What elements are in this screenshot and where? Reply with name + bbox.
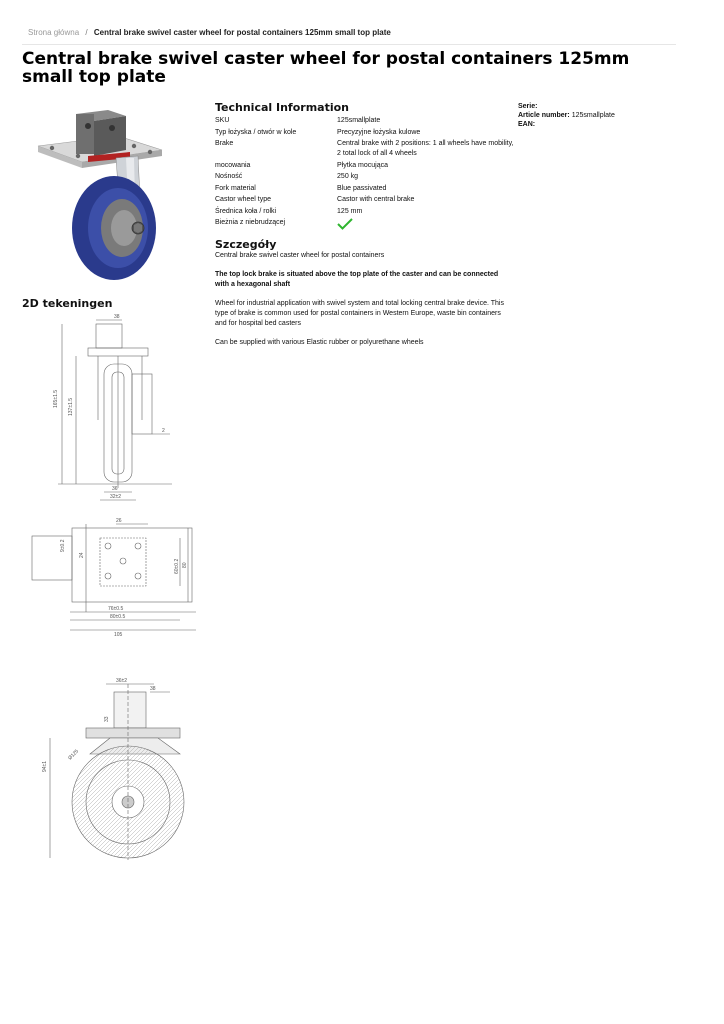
table-row [215, 161, 515, 173]
row-value: Precyzyjne łożyska kulowe [337, 128, 421, 136]
dim-label: 9±0.2 [60, 539, 66, 552]
dim-label: 105 [114, 632, 123, 638]
ean-label: EAN: [518, 121, 536, 128]
product-image [30, 98, 192, 284]
details-heading: Szczegóły [215, 238, 277, 251]
row-label: Średnica koła / rolki [215, 207, 277, 215]
row-value: 125 mm [337, 207, 363, 215]
breadcrumb-separator: / [85, 28, 88, 37]
breadcrumb-divider [22, 44, 676, 45]
table-row [215, 218, 515, 236]
dim-label: Ø125 [67, 748, 81, 762]
row-label: Nośność [215, 173, 243, 180]
dim-label: 165±1.5 [53, 389, 59, 408]
row-label: mocowania [215, 161, 251, 169]
details-body [215, 251, 505, 357]
dim-label: 80±0.5 [110, 614, 126, 620]
breadcrumb-home-link[interactable]: Strona główna [28, 28, 80, 37]
details-paragraph: Central brake swivel caster wheel for postal containers [215, 252, 385, 259]
dim-label: 32±2 [110, 494, 122, 500]
dim-label: 60±0.2 [174, 558, 180, 574]
side-view-drawing [32, 312, 202, 504]
dim-label: 33 [104, 716, 110, 722]
row-label: Typ łożyska / otwór w kole [215, 128, 297, 136]
table-row [215, 207, 515, 219]
table-row [215, 139, 515, 161]
dim-label: 76±0.5 [108, 606, 124, 612]
technical-info-table [215, 116, 515, 236]
front-view-drawing [30, 676, 200, 860]
dim-label: 24 [79, 552, 85, 558]
dim-label: 80 [182, 562, 188, 568]
table-row [215, 172, 515, 184]
table-row [215, 116, 515, 128]
breadcrumb-current: Central brake swivel caster wheel for postal containers 125mm small top plate [93, 28, 391, 37]
technical-information-heading: Technical Information [215, 101, 349, 114]
drawings-heading: 2D tekeningen [22, 297, 113, 310]
breadcrumb [28, 28, 391, 37]
dim-label: 94±1 [42, 760, 48, 772]
dim-label: 36 [112, 486, 118, 492]
details-paragraph: Can be supplied with various Elastic rubber or polyurethane wheels [215, 339, 424, 346]
row-label: Castor wheel type [215, 196, 272, 203]
row-value: 125smallplate [337, 117, 381, 124]
row-label: Brake [215, 140, 234, 147]
top-plate-drawing [30, 512, 202, 648]
dim-label: 137±1.5 [68, 397, 74, 416]
table-row [215, 128, 515, 140]
row-label: Bieżnia z niebrudzącej [215, 219, 286, 226]
dim-label: 38 [114, 314, 120, 320]
dim-label: 26 [116, 518, 122, 524]
article-number-value: 125smallplate [571, 112, 615, 119]
dim-label: 36±2 [116, 678, 128, 684]
dim-label: 2 [162, 428, 165, 434]
product-meta [518, 102, 615, 129]
serie-label: Serie: [518, 103, 538, 110]
row-value: 250 kg [337, 173, 359, 180]
row-value: Blue passivated [337, 184, 387, 192]
row-label: Fork material [215, 184, 256, 192]
table-row [215, 195, 515, 207]
dim-label: 38 [150, 686, 156, 692]
details-paragraph: Wheel for industrial application with swivel system and total locking central brake device. This type of brake is common used for postal containers in Western Europe, waste bin containers and for hospital bed casters [215, 300, 504, 327]
article-number-label: Article number: [518, 112, 570, 119]
row-value: Płytka mocująca [337, 161, 388, 169]
row-value: Central brake with 2 positions: 1 all wheels have mobility, 2 total lock of all 4 wheels [337, 140, 514, 157]
row-value: Castor with central brake [337, 196, 415, 203]
checkmark-icon [337, 218, 353, 230]
page-title: Central brake swivel caster wheel for postal containers 125mm small top plate [22, 49, 630, 87]
details-paragraph: The top lock brake is situated above the top plate of the caster and can be connected with a hexagonal shaft [215, 271, 499, 288]
row-label: SKU [215, 117, 230, 124]
table-row [215, 184, 515, 196]
